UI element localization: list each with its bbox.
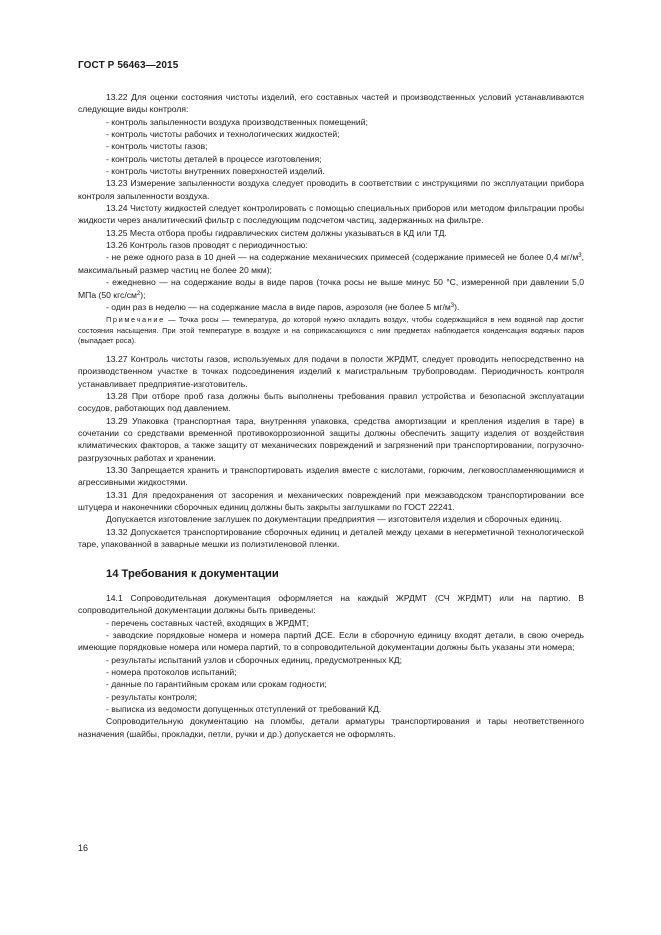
list-item	[78, 276, 584, 301]
list-item: - заводские порядковые номера и номера партий ДСЕ. Если в сборочную единицу входят детали, в свою очередь имеющие порядковые номера или номера партий, то в сопроводительной документации должны быть указаны эти номера;	[78, 629, 584, 653]
paragraph-13-25: 13.25 Места отбора пробы гидравлических систем должны указываться в КД или ТД.	[106, 227, 447, 238]
paragraph-13-24: 13.24 Чистоту жидкостей следует контролировать с помощью специальных приборов или методом фильтрации пробы жидкости через аналитический фильтр с последующим подсчетом частиц, задержанных на фильтре.	[78, 203, 584, 226]
list-item-text: );	[140, 289, 146, 300]
paragraph-13-27: 13.27 Контроль чистоты газов, используемых для подачи в полости ЖРДМТ, следует проводить непосредственно на производственном участке в точках подсоединения изделий к магистральным трубопроводам. Периодичность контроля устанавливает предприятие-изготовитель.	[78, 353, 584, 389]
list-item: - контроль запыленности воздуха производственных помещений;	[106, 116, 368, 127]
paragraph-13-31: 13.31 Для предохранения от засорения и механических повреждений при межзаводском транспортировании все штуцера и наконечники сборочных единиц должны быть закрыты заглушками по ГОСТ 22241.	[78, 489, 584, 513]
list-item: - результаты испытаний узлов и сборочных единиц, предусмотренных КД;	[106, 654, 402, 665]
list-item: - контроль чистоты рабочих и технологических жидкостей;	[106, 129, 340, 140]
superscript: 3	[450, 302, 455, 309]
list-item	[78, 251, 584, 276]
paragraph-13-30: 13.30 Запрещается хранить и транспортировать изделия вместе с кислотами, горючим, легковоспламеняющимися и агрессивными жидкостями.	[78, 465, 584, 488]
superscript: 2	[136, 290, 141, 297]
document-header: ГОСТ Р 56463—2015	[78, 60, 179, 71]
superscript: 3	[578, 253, 582, 260]
list-item: - перечень составных частей, входящих в ЖРДМТ;	[106, 617, 310, 628]
paragraph: Сопроводительную документацию на пломбы, детали арматуры транспортирования и тары неответственного назначения (шайбы, прокладки, петли, ручки и др.) допускается не оформлять.	[78, 716, 584, 739]
paragraph-13-26: 13.26 Контроль газов проводят с периодичностью:	[106, 240, 308, 251]
list-item-text: - ежедневно — на содержание воды в виде паров (точка росы не выше минус 50 °С, измеренной при давлении 5,0 МПа (50 кгс/см	[78, 277, 584, 300]
list-item-text: ).	[454, 301, 460, 312]
list-item-text: - один раз в неделю — на содержание масла в виде паров, аэрозоля (не более 5 мг/м	[106, 301, 451, 312]
section-title: 14 Требования к документации	[106, 568, 279, 581]
paragraph-13-32: 13.32 Допускается транспортирование сборочных единиц и деталей между цехами в негерметичной технологической таре, упакованной в заварные мешки из полиэтиленовой пленки.	[78, 526, 584, 550]
page-number: 16	[78, 843, 89, 853]
note-text: — Точка росы — температура, до которой нужно охладить воздух, чтобы содержащийся в нем водяной пар достиг состояния насыщения. При этой температуре в воздухе и на соприкасающихся с ним предметах наблюдается конденсация водяных паров (выпадает роса).	[78, 315, 584, 346]
page-body	[78, 91, 584, 740]
list-item: - выписка из ведомости допущенных отступлений от требований КД.	[106, 703, 382, 714]
note-label: Примечание	[106, 315, 165, 325]
list-item: - результаты контроля;	[106, 691, 198, 702]
list-item: - контроль чистоты деталей в процессе изготовления;	[106, 153, 322, 164]
paragraph: Допускается изготовление заглушек по документации предприятия — изготовителя изделия и сборочных единиц.	[106, 514, 562, 525]
paragraph-13-28: 13.28 При отборе проб газа должны быть выполнены требования правил устройства и безопасной эксплуатации сосудов, работающих под давлением.	[78, 391, 584, 414]
list-item	[78, 301, 584, 313]
list-item-text: , максимальный размер частиц не более 20 мкм);	[78, 252, 584, 275]
list-item-text: - не реже одного раза в 10 дней — на содержание механических примесей (содержание примесей не более 0,4 мг/м	[106, 252, 579, 263]
paragraph-13-23: 13.23 Измерение запыленности воздуха следует проводить в соответствии с инструкциями по эксплуатации прибора контроля запыленности воздуха.	[78, 178, 584, 201]
paragraph-13-29: 13.29 Упаковка (транспортная тара, внутренняя упаковка, средства амортизации и крепления изделия в таре) в сочетании со средствами временной противокоррозионной защиты должны обеспечить защиту изделия от воздействия климатических факторов, а также защиту от механических повреждений и загрязнений при транспортировании, погрузочно-разгрузочных работах и хранении.	[78, 415, 584, 463]
list-item: - контроль чистоты внутренних поверхностей изделий.	[106, 166, 325, 177]
list-item: - номера протоколов испытаний;	[106, 666, 237, 677]
paragraph-13-22: 13.22 Для оценки состояния чистоты изделий, его составных частей и производственных условий устанавливаются следующие виды контроля:	[78, 92, 584, 115]
note	[78, 315, 584, 347]
list-item: - данные по гарантийным срокам или срокам годности;	[106, 679, 327, 690]
paragraph-14-1: 14.1 Сопроводительная документация оформляется на каждый ЖРДМТ (СЧ ЖРДМТ) или на партию. В сопроводительной документации должны быть приведены:	[78, 592, 584, 616]
list-item: - контроль чистоты газов;	[106, 141, 208, 152]
